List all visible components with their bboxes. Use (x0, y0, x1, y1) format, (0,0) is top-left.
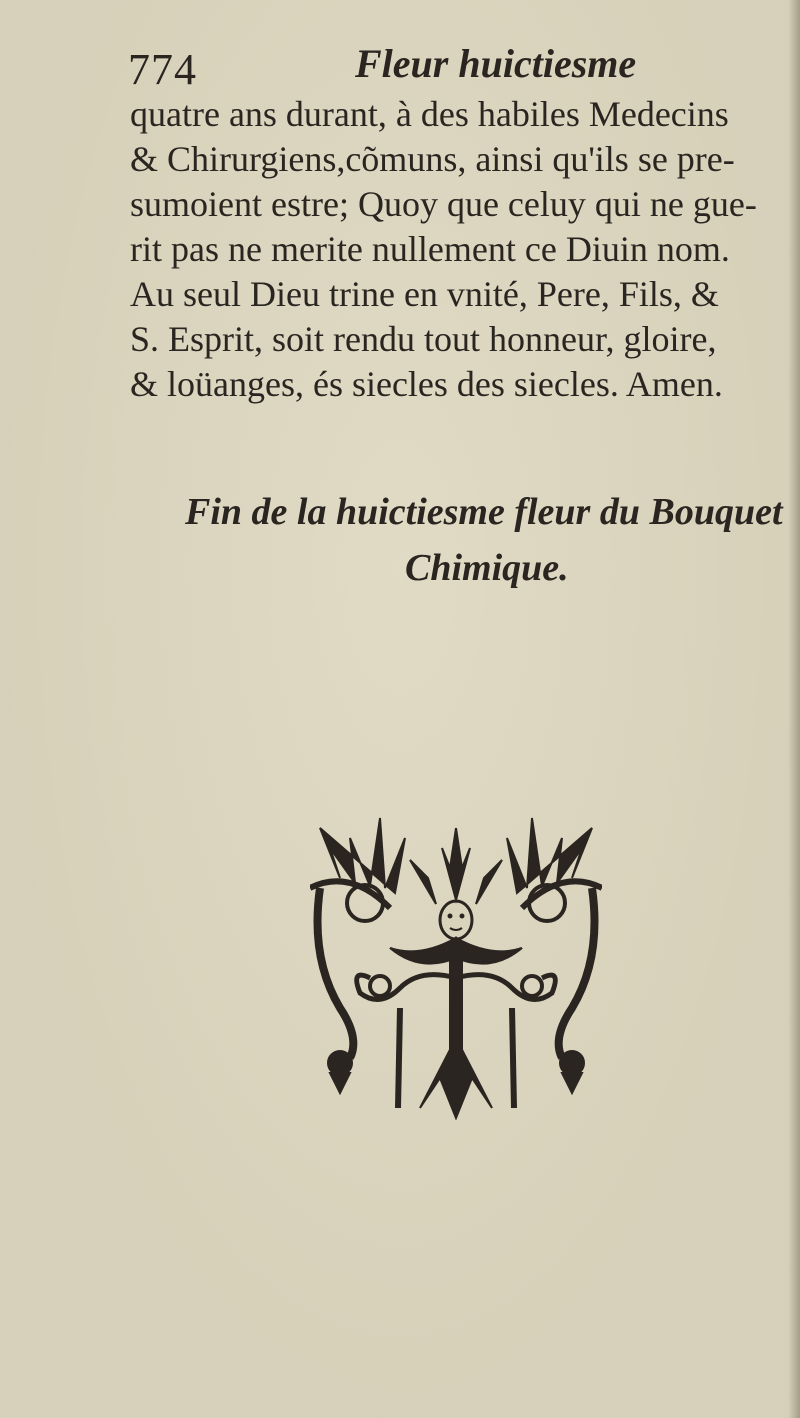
woodcut-ornament-icon (310, 808, 602, 1120)
body-text (130, 92, 790, 407)
colophon-line-1: Fin de la huictiesme fleur du Bouquet (185, 491, 783, 533)
text-line: & Chirurgiens,cõmuns, ainsi qu'ils se pre- (130, 139, 735, 179)
text-line: S. Esprit, soit rendu tout honneur, gloire, (130, 319, 717, 359)
page-number: 774 (128, 45, 197, 94)
text-line: Au seul Dieu trine en vnité, Pere, Fils, & (130, 274, 719, 314)
text-line: sumoient estre; Quoy que celuy qui ne gue- (130, 184, 757, 224)
colophon-line-2: Chimique. (405, 547, 569, 589)
text-line: rit pas ne merite nullement ce Diuin nom. (130, 229, 730, 269)
text-line: quatre ans durant, à des habiles Medecins (130, 94, 729, 134)
text-line: & loüanges, és siecles des siecles. Amen. (130, 364, 723, 404)
running-head: Fleur huictiesme (355, 41, 637, 86)
